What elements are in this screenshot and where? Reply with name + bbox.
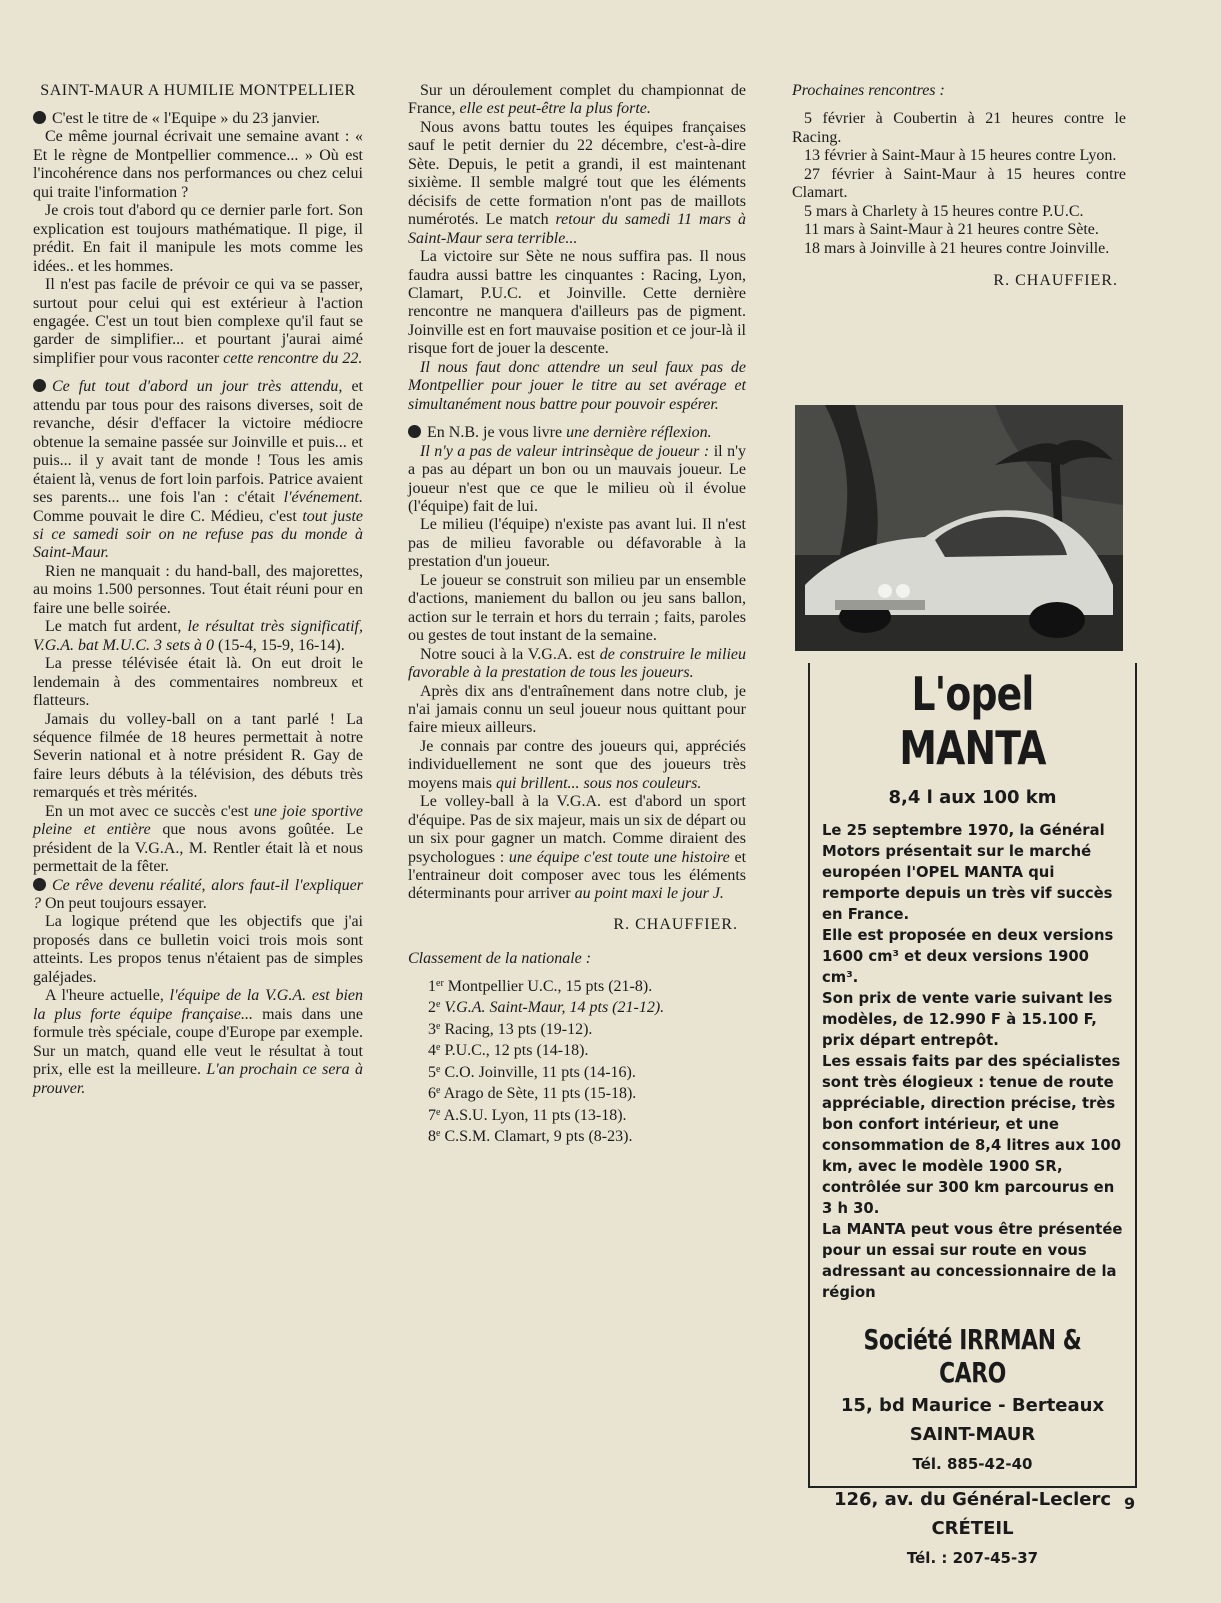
ad-paragraph: La MANTA peut vous être présentée pour un essai sur route en vous adressant au concessionnaire de la région [822, 1221, 1123, 1301]
match-item: 5 mars à Charlety à 15 heures contre P.U.C. [804, 202, 1084, 220]
paragraph: Le joueur se construit son milieu par un ensemble d'actions, maniement du ballon ou jeu sans ballon, action sur le terrain et hors du terrain ; faits, paroles ou gestes de tout instant de la semaine. [408, 571, 746, 645]
paragraph: Il nous faut donc attendre un seul faux pas de Montpellier pour jouer le titre au set avérage et simultanément nous battre pour pouvoir espérer. [408, 358, 746, 413]
match-item: 5 février à Coubertin à 21 heures contre le Racing. [792, 110, 1126, 146]
signature: R. CHAUFFIER. [993, 272, 1118, 290]
article-column-1 [33, 82, 363, 1098]
bullet-dot-icon [33, 379, 46, 392]
ranking-item: 3e Racing, 13 pts (19-12). [428, 1020, 593, 1038]
article-column-3 [792, 82, 1126, 291]
paragraph: Nous avons battu toutes les équipes françaises sauf le petit dernier du 22 décembre, c'est-à-dire Sète. Depuis, le petit a grandi, il est maintenant sixième. Il semble malgré tout que les éléments décisifs de cette formation n'ont pas de maillots numérotés. Le match retour du samedi 11 mars à Saint-Maur sera terrible... [408, 118, 746, 247]
signature: R. CHAUFFIER. [613, 915, 738, 933]
dealer-name: Société IRRMAN & CARO [863, 1323, 1082, 1389]
article-column-2 [408, 82, 746, 1146]
dealer-address-2: 126, av. du Général-Leclerc [833, 1489, 1112, 1510]
paragraph: Le volley-ball à la V.G.A. est d'abord un sport d'équipe. Pas de six majeur, mais un six de départ ou un six pour gagner un match. Comme diraient des psychologues : une équipe c'est toute une histoire et l'entraineur doit composer avec tous les éléments déterminants pour arriver au point maxi le jour J. [408, 793, 747, 903]
bullet-dot-icon [33, 111, 46, 124]
ranking-item: 5e C.O. Joinville, 11 pts (14-16). [428, 1063, 636, 1081]
paragraph: Ce rêve devenu réalité, alors faut-il l'expliquer ? On peut toujours essayer. [33, 876, 363, 913]
match-item: 18 mars à Joinville à 21 heures contre Joinville. [804, 239, 1110, 257]
bullet-dot-icon [33, 878, 46, 891]
paragraph: Après dix ans d'entraînement dans notre club, je n'ai jamais connu un seul joueur nous quittant pour faire mieux ailleurs. [408, 682, 746, 737]
ad-paragraph: Les essais faits par des spécialistes sont très élogieux : tenue de route appréciable, direction précise, très bon confort intérieur, et une consommation de 8,4 litres aux 100 km, avec le modèle 1900 SR, contrôlée sur 300 km parcourus en 3 h 30. [822, 1053, 1122, 1217]
paragraph: Ce même journal écrivait une semaine avant : « Et le règne de Montpellier commence... » Où est l'incohérence dans nos performances ou chez celui qui traite l'information ? [33, 128, 363, 201]
article-headline: SAINT-MAUR A HUMILIE MONTPELLIER [40, 82, 356, 99]
paragraph: Sur un déroulement complet du championnat de France, elle est peut-être la plus forte. [408, 82, 746, 118]
paragraph: En un mot avec ce succès c'est une joie sportive pleine et entière que nous avons goûtée. Le président de la V.G.A., M. Rentler était là et nous permettait de la fêter. [33, 802, 364, 876]
dealer-phone-1: Tél. 885-42-40 [912, 1455, 1033, 1473]
paragraph: Il n'est pas facile de prévoir ce qui va se passer, surtout pour celui qui est extérieur à l'action engagée. C'est un tout bien complexe qu'il faut se garder de simplifier... et pourtant j'aurai aimé simplifier pour vous raconter cette rencontre du 22. [33, 276, 363, 367]
paragraph: Le match fut ardent, le résultat très significatif, V.G.A. bat M.U.C. 3 sets à 0 (15-4, 15-9, 16-14). [33, 618, 363, 654]
ranking-item: 8e C.S.M. Clamart, 9 pts (8-23). [428, 1128, 633, 1146]
dealer-city-1: SAINT-MAUR [909, 1424, 1036, 1445]
match-item: 11 mars à Saint-Maur à 21 heures contre Sète. [804, 221, 1099, 239]
dealer-phone-2: Tél. : 207-45-37 [906, 1549, 1039, 1567]
upcoming-matches-title: Prochaines rencontres : [792, 82, 945, 99]
paragraph: Notre souci à la V.G.A. est de construire le milieu favorable à la prestation de tous les joueurs. [408, 645, 746, 682]
match-item: 27 février à Saint-Maur à 15 heures contre Clamart. [792, 165, 1126, 202]
dealer-city-2: CRÉTEIL [931, 1518, 1014, 1539]
paragraph: Jamais du volley-ball on a tant parlé ! La séquence filmée de 18 heures permettait à notre Severin national et à notre président R. Gay de faire leurs débuts à la télévision, des débuts très remarqués et très mérités. [33, 710, 363, 802]
paragraph: C'est le titre de « l'Equipe » du 23 janvier. [33, 110, 363, 128]
ranking-item: 4e P.U.C., 12 pts (14-18). [428, 1042, 589, 1060]
paragraph: La presse télévisée était là. On eut droit le lendemain à des commentaires nombreux et flatteurs. [33, 655, 363, 710]
ad-body [822, 820, 1123, 1303]
bullet-dot-icon [408, 425, 421, 438]
paragraph: Le milieu (l'équipe) n'existe pas avant lui. Il n'est pas de milieu favorable ou défavorable à la prestation d'un joueur. [408, 516, 746, 571]
ranking-item: 7e A.S.U. Lyon, 11 pts (13-18). [428, 1106, 627, 1124]
ad-paragraph: Son prix de vente varie suivant les modèles, de 12.990 F à 15.100 F, prix départ entrepôt. [822, 990, 1113, 1049]
dealer-address-1: 15, bd Maurice - Berteaux [840, 1395, 1105, 1416]
paragraph: La victoire sur Sète ne nous suffira pas. Il nous faudra aussi battre les cinquantes : Racing, Lyon, Clamart, P.U.C. et Joinville. Cette dernière rencontre ne manquera d'ailleurs pas de pigment. Joinville est en fort mauvaise position et ce jour-là il risque fort de jouer la descente. [408, 248, 746, 358]
ranking-item: 1er Montpellier U.C., 15 pts (21-8). [428, 977, 653, 995]
ranking-item: 6e Arago de Sète, 11 pts (15-18). [428, 1085, 637, 1103]
car-photo-illustration [795, 405, 1123, 651]
ranking-title: Classement de la nationale : [408, 950, 592, 968]
paragraph: La logique prétend que les objectifs que j'ai proposés dans ce bulletin voici trois mois sont atteints. Les propos tenus n'étaient pas de simples galéjades. [33, 913, 363, 986]
paragraph: Ce fut tout d'abord un jour très attendu, et attendu par tous pour des raisons diverses, soit de revanche, désir d'effacer la victoire médiocre obtenue la semaine passée sur Joinville et puis... et puis... il y avait tant de monde ! Tous les amis étaient là, venus de fort loin parfois. Patrice avaient ses parents... une fois l'an : c'était l'événement. Comme pouvait le dire C. Médieu, c'est tout juste si ce samedi soir on ne refuse pas du monde à Saint-Maur. [33, 378, 364, 562]
paragraph: Il n'y a pas de valeur intrinsèque de joueur : il n'y a pas au départ un bon ou un mauvais joueur. Le joueur n'est que ce que le milieu où il évolue (l'équipe) fait de lui. [408, 442, 746, 515]
opel-manta-advertisement [808, 663, 1137, 1567]
match-item: 13 février à Saint-Maur à 15 heures contre Lyon. [804, 147, 1117, 165]
paragraph: Rien ne manquait : du hand-ball, des majorettes, au moins 1.500 personnes. Tout était réuni pour en faire une belle soirée. [33, 562, 363, 617]
ad-title: L'opel MANTA [899, 667, 1046, 775]
paragraph: Je connais par contre des joueurs qui, appréciés individuellement ne sont que des joueurs très moyens mais qui brillent... sous nos couleurs. [408, 737, 746, 792]
page-number: 9 [1124, 1494, 1136, 1513]
ad-paragraph: Elle est proposée en deux versions 1600 cm³ et deux versions 1900 cm³. [822, 927, 1114, 986]
paragraph: En N.B. je vous livre une dernière réflexion. [408, 424, 746, 442]
ad-paragraph: Le 25 septembre 1970, la Général Motors présentait sur le marché européen l'OPEL MANTA qui remporte depuis un très vif succès en France. [822, 822, 1113, 923]
ranking-list [408, 975, 746, 1147]
paragraph: A l'heure actuelle, l'équipe de la V.G.A. est bien la plus forte équipe française... mais dans une formule très spéciale, coupe d'Europe par exemple. Sur un match, quand elle veut le résultat à tout prix, elle est la meilleure. L'an prochain ce sera à prouver. [33, 987, 363, 1097]
ad-subtitle: 8,4 l aux 100 km [888, 787, 1057, 808]
ranking-item: 2e V.G.A. Saint-Maur, 14 pts (21-12). [428, 999, 665, 1017]
car-photo [795, 405, 1123, 651]
paragraph: Je crois tout d'abord qu ce dernier parle fort. Son explication est toujours mathématique. Il pige, il prédit. En fait il manipule les mots comme les idées.. et les hommes. [33, 202, 363, 275]
